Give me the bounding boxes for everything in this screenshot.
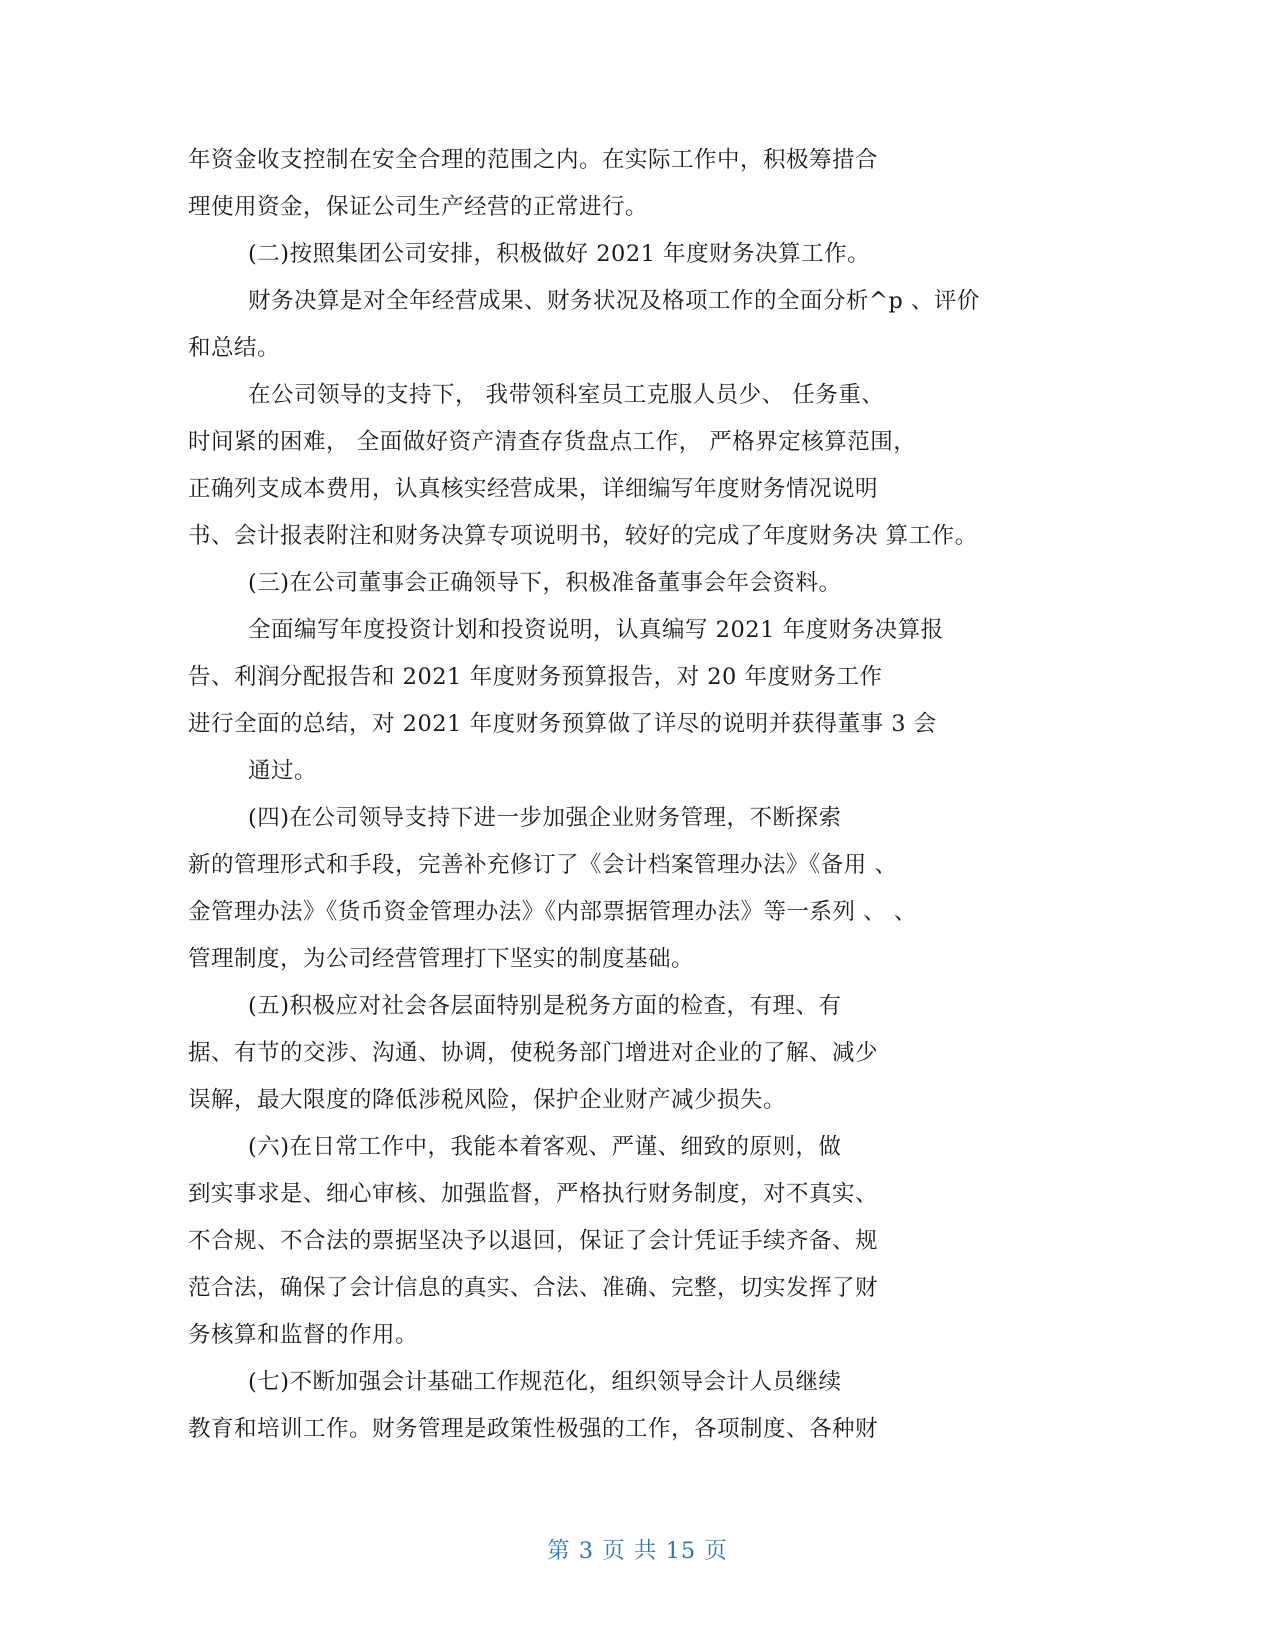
paragraph-line: 务核算和监督的作用。 bbox=[188, 1322, 419, 1348]
section-heading-7: (七)不断加强会计基础工作规范化，组织领导会计人员继续 bbox=[248, 1369, 842, 1395]
section-heading-3: (三)在公司董事会正确领导下，积极准备董事会年会资料。 bbox=[248, 570, 842, 596]
paragraph-line: 据、有节的交涉、沟通、协调，使税务部门增进对企业的了解、减少 bbox=[188, 1040, 879, 1066]
paragraph-line: 告、利润分配报告和 2021 年度财务预算报告，对 20 年度财务工作 bbox=[188, 664, 883, 690]
paragraph-line: 全面编写年度投资计划和投资说明，认真编写 2021 年度财务决算报 bbox=[248, 617, 944, 643]
paragraph-line: 财务决算是对全年经营成果、财务状况及格项工作的全面分析^p 、评价 bbox=[248, 288, 980, 314]
paragraph-line: 误解，最大限度的降低涉税风险，保护企业财产减少损失。 bbox=[188, 1087, 787, 1113]
paragraph-line: 管理制度，为公司经营管理打下坚实的制度基础。 bbox=[188, 946, 695, 972]
section-heading-4: (四)在公司领导支持下进一步加强企业财务管理，不断探索 bbox=[248, 805, 842, 831]
section-heading-6: (六)在日常工作中，我能本着客观、严谨、细致的原则，做 bbox=[248, 1134, 842, 1160]
paragraph-line: 不合规、不合法的票据坚决予以退回，保证了会计凭证手续齐备、规 bbox=[188, 1228, 879, 1254]
section-heading-2: (二)按照集团公司安排，积极做好 2021 年度财务决算工作。 bbox=[248, 241, 871, 267]
section-heading-5: (五)积极应对社会各层面特别是税务方面的检查，有理、有 bbox=[248, 993, 842, 1019]
paragraph-line: 书、会计报表附注和财务决算专项说明书，较好的完成了年度财务决 算工作。 bbox=[188, 523, 978, 549]
page-number-footer: 第 3 页 共 15 页 bbox=[547, 1538, 728, 1564]
paragraph-line: 金管理办法》《货币资金管理办法》《内部票据管理办法》等一系列 、 、 bbox=[188, 899, 917, 925]
paragraph-line: 正确列支成本费用，认真核实经营成果，详细编写年度财务情况说明 bbox=[188, 476, 879, 502]
paragraph-line: 时间紧的困难， 全面做好资产清查存货盘点工作， 严格界定核算范围， bbox=[188, 429, 917, 455]
paragraph-line: 新的管理形式和手段，完善补充修订了《会计档案管理办法》《备用 、 bbox=[188, 852, 898, 878]
paragraph-line: 在公司领导的支持下， 我带领科室员工克服人员少、 任务重、 bbox=[248, 382, 885, 408]
paragraph-line: 进行全面的总结，对 2021 年度财务预算做了详尽的说明并获得董事 3 会 bbox=[188, 711, 937, 737]
paragraph-line: 年资金收支控制在安全合理的范围之内。在实际工作中，积极筹措合 bbox=[188, 147, 879, 173]
paragraph-line: 范合法，确保了会计信息的真实、合法、准确、完整，切实发挥了财 bbox=[188, 1275, 879, 1301]
paragraph-line: 理使用资金，保证公司生产经营的正常进行。 bbox=[188, 194, 649, 220]
paragraph-line: 和总结。 bbox=[188, 335, 281, 361]
paragraph-line: 通过。 bbox=[248, 758, 318, 784]
paragraph-line: 教育和培训工作。财务管理是政策性极强的工作，各项制度、各种财 bbox=[188, 1416, 879, 1442]
paragraph-line: 到实事求是、细心审核、加强监督，严格执行财务制度，对不真实、 bbox=[188, 1181, 879, 1207]
